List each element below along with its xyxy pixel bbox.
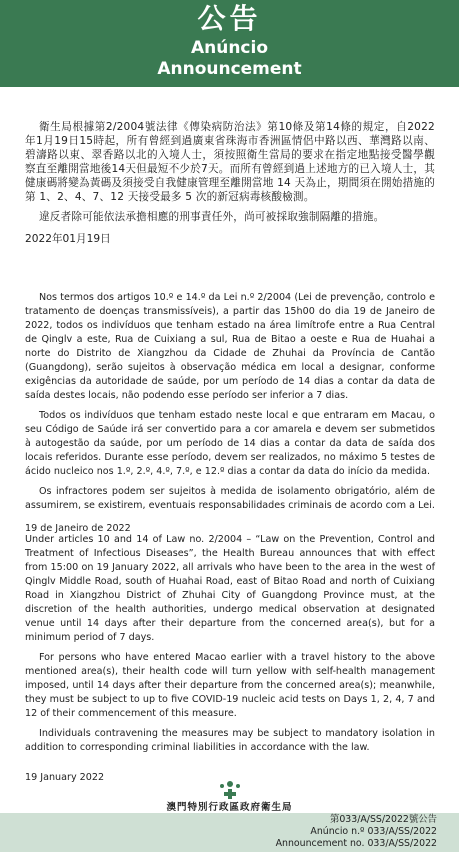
portuguese-date: 19 de Janeiro de 2022 (25, 523, 131, 534)
portuguese-paragraph: Os infractores podem ser sujeitos à medida de isolamento obrigatório, além de assumirem, se existirem, eventuais responsabilidades criminais de acordo com a Lei. (25, 486, 435, 511)
english-section (25, 533, 435, 785)
chinese-paragraph: 衛生局根據第2/2004號法律《傳染病防治法》第10條及第14條的規定，自2022年1月19日15時起，所有曾經到過廣東省珠海市香洲區情侶中路以西、華灣路以南、碧濤路以東、翠香路以北的入境人士，須按照衛生當局的要求在指定地點接受醫學觀察直至離開當地後14天但最短不少於7天。而所有曾經到過上述地方的已入境人士，其健康碼將變為黃碼及須接受自我健康管理至離開當地 14 天為止，期間須在開始措施的第 1、2、4、7、12 天接受最多 5 次的新冠病毒核酸檢測。 (25, 121, 435, 203)
title-english: Announcement (157, 59, 302, 79)
english-date: 19 January 2022 (25, 772, 105, 783)
portuguese-paragraph: Nos termos dos artigos 10.º e 14.º da Lei n.º 2/2004 (Lei de prevenção, controlo e tratamento de doenças transmissíveis), a partir das 15h00 do dia 19 de Janeiro de 2022, todos os indivíduos que tenham estado na área limítrofe entre a Rua Central de Qinglv a este, Rua de Cuixiang a sul, Rua de Bitao a oeste e Rua de Huahai a norte do Distrito de Xiangzhou da Cidade de Zhuhai da Província de Cantão (Guangdong), serão sujeitos à observação médica em local a designar, conforme exigências da autoridade de saúde, por um período de 14 dias a contar da data de saída destes locais, não podendo esse período ser inferior a 7 dias. (25, 292, 435, 401)
chinese-paragraph: 違反者除可能依法承擔相應的刑事責任外，尚可被採取強制隔離的措施。 (39, 211, 385, 223)
reference-number-chinese: 第033/A/SS/2022號公告 (329, 814, 437, 825)
organization-name-chinese: 澳門特別行政區政府衛生局 (166, 802, 293, 813)
portuguese-paragraph: Todos os indivíduos que tenham estado neste local e que entraram em Macau, o seu Código de Saúde irá ser convertido para a cor amarela e devem ser submetidos à autogestão da saúde, por um período de 14 dias a contar da data de saída dos locais referidos. Durante esse período, devem ser realizados, no máximo 5 testes de ácido nucleico nos 1.º, 2.º, 4.º, 7.º, e 12.º dias a contar da data do início da medida. (25, 410, 435, 477)
english-paragraph: For persons who have entered Macao earlier with a travel history to the above mentioned area(s), their health code will turn yellow with self-health management imposed, until 14 days after their departure from the concerned area(s); meanwhile, they must be subject to up to five COVID-19 nucleic acid tests on Days 1, 2, 4, 7 and 12 of their commencement of this measure. (25, 652, 435, 719)
reference-footer (0, 813, 459, 852)
health-bureau-emblem-icon (218, 780, 242, 800)
chinese-section (25, 120, 435, 246)
reference-number-portuguese: Anúncio n.º 033/A/SS/2022 (310, 826, 437, 837)
english-paragraph: Individuals contravening the measures may be subject to mandatory isolation in addition to corresponding criminal liabilities in accordance with the law. (25, 728, 435, 753)
english-paragraph: Under articles 10 and 14 of Law no. 2/2004 – “Law on the Prevention, Control and Treatment of Infectious Diseases”, the Health Bureau announces that with effect from 15:00 on 19 January 2022, all arrivals who have been to the area in the west of Qinglv Middle Road, south of Huahai Road, east of Bitao Road and north of Cuixiang Road in Xiangzhou District of Zhuhai City of Guangdong Province must, at the discretion of the health authorities, undergo medical observation at designated venue until 14 days after their departure from the concerned area(s), but for a minimum period of 7 days. (25, 534, 435, 643)
title-portuguese: Anúncio (190, 38, 269, 58)
portuguese-section (25, 291, 435, 536)
title-chinese: 公告 (197, 2, 262, 35)
announcement-header (0, 0, 459, 87)
chinese-date: 2022年01月19日 (25, 233, 111, 245)
reference-number-english: Announcement no. 033/A/SS/2022 (275, 838, 437, 849)
